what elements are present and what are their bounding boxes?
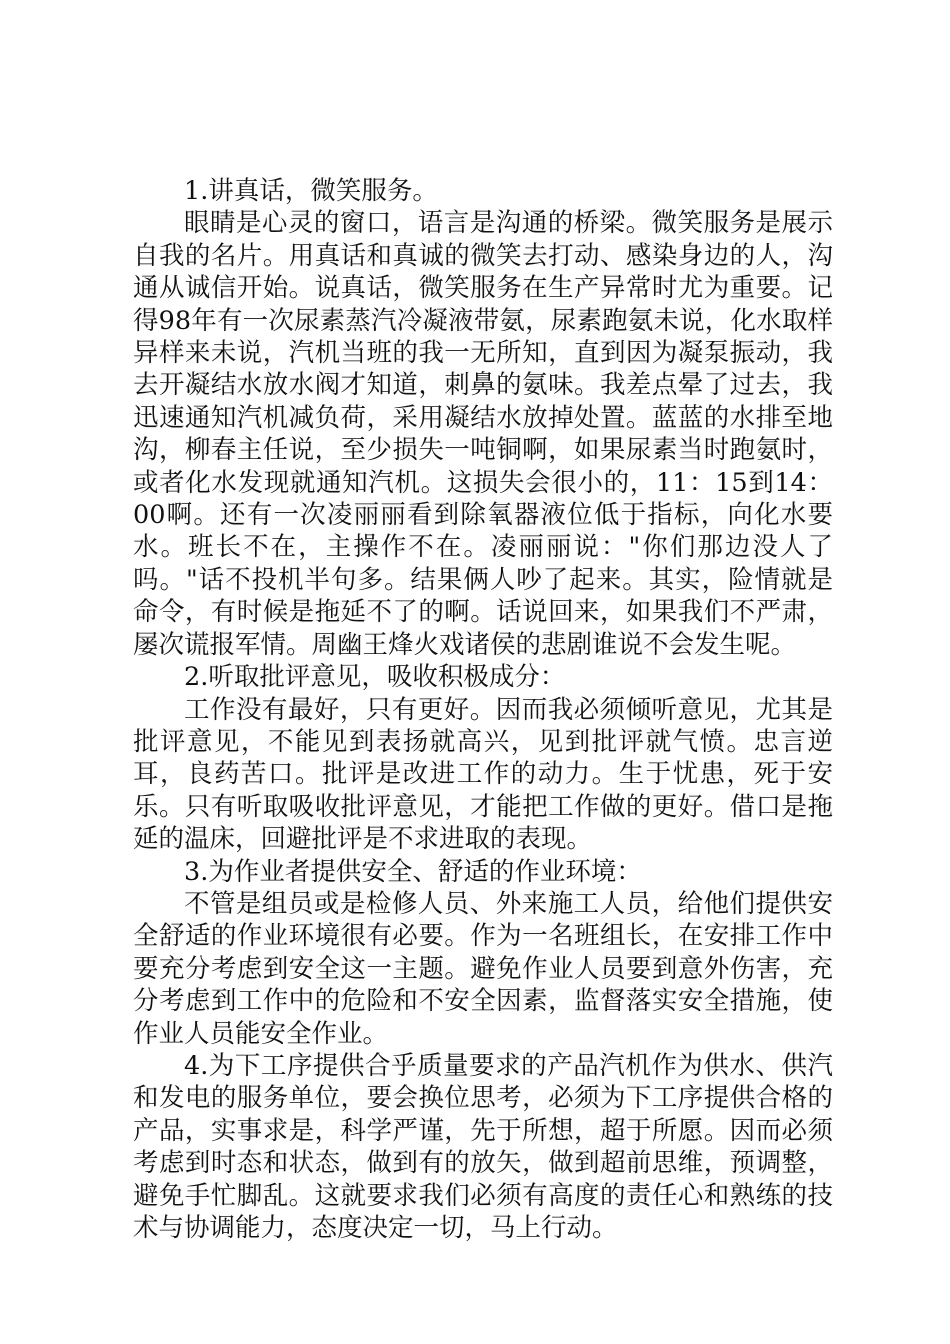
paragraph-safe-environment: 不管是组员或是检修人员、外来施工人员，给他们提供安全舒适的作业环境很有必要。作为一名班组长，在安排工作中要充分考虑到安全这一主题。避免作业人员要到意外伤害，充分考虑到工作中的危险和不安全因素，监督落实安全措施，使作业人员能安全作业。 [133, 888, 833, 1049]
paragraph-4-quality-products: 4.为下工序提供合乎质量要求的产品汽机作为供水、供汽和发电的服务单位，要会换位思考，必须为下工序提供合格的产品，实事求是，科学严谨，先于所想，超于所愿。因而必须考虑到时态和状态，做到有的放矢，做到超前思维，预调整，避免手忙脚乱。这就要求我们必须有高度的责任心和熟练的技术与协调能力，态度决定一切，马上行动。 [133, 1050, 833, 1243]
paragraph-listen-criticism: 工作没有最好，只有更好。因而我必须倾听意见，尤其是批评意见，不能见到表扬就高兴，见到批评就气愤。忠言逆耳，良药苦口。批评是改进工作的动力。生于忧患，死于安乐。只有听取吸收批评意见，才能把工作做的更好。借口是拖延的温床，回避批评是不求进取的表现。 [133, 694, 833, 855]
paragraph-speak-truth: 眼睛是心灵的窗口，语言是沟通的桥梁。微笑服务是展示自我的名片。用真话和真诚的微笑去打动、感染身边的人，沟通从诚信开始。说真话，微笑服务在生产异常时尤为重要。记得98年有一次尿素蒸汽冷凝液带氨，尿素跑氨未说，化水取样异样来未说，汽机当班的我一无所知，直到因为凝泵振动，我去开凝结水放水阀才知道，刺鼻的氨味。我差点晕了过去，我迅速通知汽机减负荷，采用凝结水放掉处置。蓝蓝的水排至地沟，柳春主任说，至少损失一吨铜啊，如果尿素当时跑氨时，或者化水发现就通知汽机。这损失会很小的，11：15到14：00啊。还有一次凌丽丽看到除氧器液位低于指标，向化水要水。班长不在，主操作不在。凌丽丽说："你们那边没人了吗。"话不投机半句多。结果俩人吵了起来。其实，险情就是命令，有时候是拖延不了的啊。话说回来，如果我们不严肃，屡次谎报军情。周幽王烽火戏诸侯的悲剧谁说不会发生呢。 [133, 208, 833, 660]
heading-1-speak-truth: 1.讲真话，微笑服务。 [184, 176, 438, 206]
heading-2-listen-criticism: 2.听取批评意见，吸收积极成分： [184, 662, 566, 693]
document-body [133, 175, 833, 1244]
heading-3-safe-environment: 3.为作业者提供安全、舒适的作业环境： [184, 856, 642, 887]
